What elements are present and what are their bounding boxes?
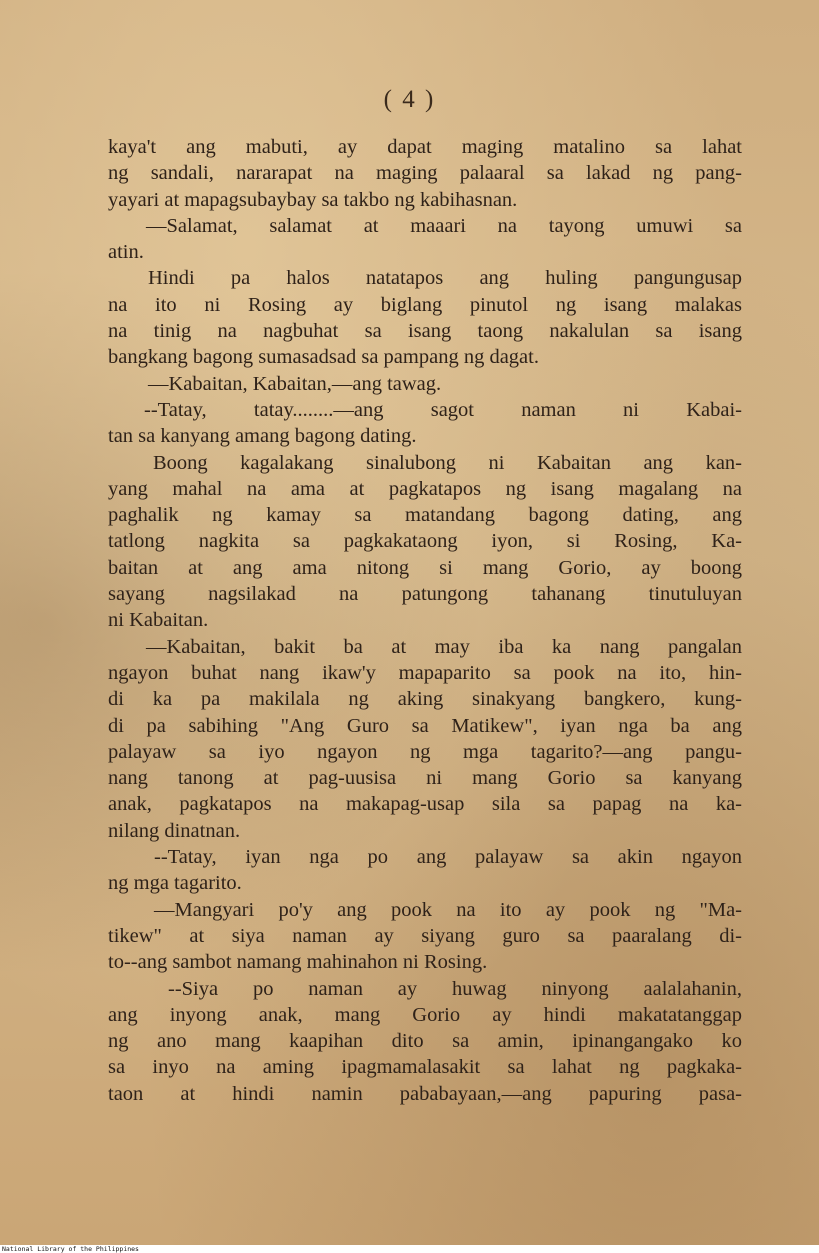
text-line: kaya't ang mabuti, ay dapat maging matalino sa lahat: [108, 136, 742, 158]
text-line: sayang nagsilakad na patungong tahanang tinutuluyan: [108, 583, 742, 606]
text-line: di pa sabihing "Ang Guro sa Matikew", iyan nga ba ang: [108, 714, 742, 737]
text-line: --Tatay, tatay........—ang sagot naman ni Kabai-: [144, 398, 742, 421]
text-line: tatlong nagkita sa pagkakataong iyon, si Rosing, Ka-: [108, 530, 742, 553]
text-line: paghalik ng kamay sa matandang bagong dating, ang: [108, 504, 742, 527]
body-text: [108, 134, 742, 1107]
text-line: —Kabaitan, bakit ba at may iba ka nang pangalan: [146, 635, 742, 658]
text-line: bangkang bagong sumasadsad sa pampang ng dagat.: [108, 346, 539, 369]
text-line: yayari at mapagsubaybay sa takbo ng kabihasnan.: [108, 188, 518, 211]
text-line: nilang dinatnan.: [108, 819, 241, 842]
page-number: ( 4 ): [383, 86, 436, 113]
text-line: —Salamat, salamat at maaari na tayong umuwi sa: [146, 214, 742, 237]
text-line: —Mangyari po'y ang pook na ito ay pook ng "Ma-: [154, 898, 742, 921]
text-line: --Tatay, iyan nga po ang palayaw sa akin ngayon: [154, 846, 742, 869]
text-line: Hindi pa halos natatapos ang huling pangungusap: [148, 267, 742, 290]
text-line: ngayon buhat nang ikaw'y mapaparito sa pook na ito, hin-: [108, 661, 742, 684]
text-line: palayaw sa iyo ngayon ng mga tagarito?—ang pangu-: [108, 740, 742, 763]
text-line: --Siya po naman ay huwag ninyong aalalahanin,: [168, 977, 742, 1000]
text-line: Boong kagalakang sinalubong ni Kabaitan ang kan-: [153, 451, 742, 474]
text-line: ng sandali, nararapat na maging palaaral sa lakad ng pang-: [108, 162, 742, 185]
text-line: sa inyo na aming ipagmamalasakit sa lahat ng pagkaka-: [108, 1056, 742, 1079]
text-line: nang tanong at pag-uusisa ni mang Gorio sa kanyang: [108, 767, 742, 790]
text-line: tikew" at siya naman ay siyang guro sa paaralang di-: [108, 924, 742, 947]
text-line: anak, pagkatapos na makapag-usap sila sa papag na ka-: [108, 793, 742, 816]
text-line: yang mahal na ama at pagkatapos ng isang magalang na: [108, 477, 742, 500]
text-line: ng mga tagarito.: [108, 872, 242, 895]
text-line: ang inyong anak, mang Gorio ay hindi makatatanggap: [108, 1003, 742, 1026]
text-line: na tinig na nagbuhat sa isang taong nakalulan sa isang: [108, 320, 742, 343]
text-line: baitan at ang ama nitong si mang Gorio, ay boong: [108, 556, 742, 579]
library-credit: National Library of the Philippines: [2, 1245, 139, 1253]
text-line: ng ano mang kaapihan dito sa amin, ipinangangako ko: [108, 1030, 742, 1053]
text-line: atin.: [108, 241, 144, 264]
text-line: ni Kabaitan.: [108, 609, 209, 632]
text-line: na ito ni Rosing ay biglang pinutol ng isang malakas: [108, 293, 742, 316]
text-line: tan sa kanyang amang bagong dating.: [108, 425, 417, 448]
text-line: di ka pa makilala ng aking sinakyang bangkero, kung-: [108, 688, 742, 711]
text-line: taon at hindi namin pababayaan,—ang papuring pasa-: [108, 1082, 742, 1105]
text-line: to--ang sambot namang mahinahon ni Rosing.: [108, 951, 488, 974]
text-line: —Kabaitan, Kabaitan,—ang tawag.: [148, 372, 442, 395]
